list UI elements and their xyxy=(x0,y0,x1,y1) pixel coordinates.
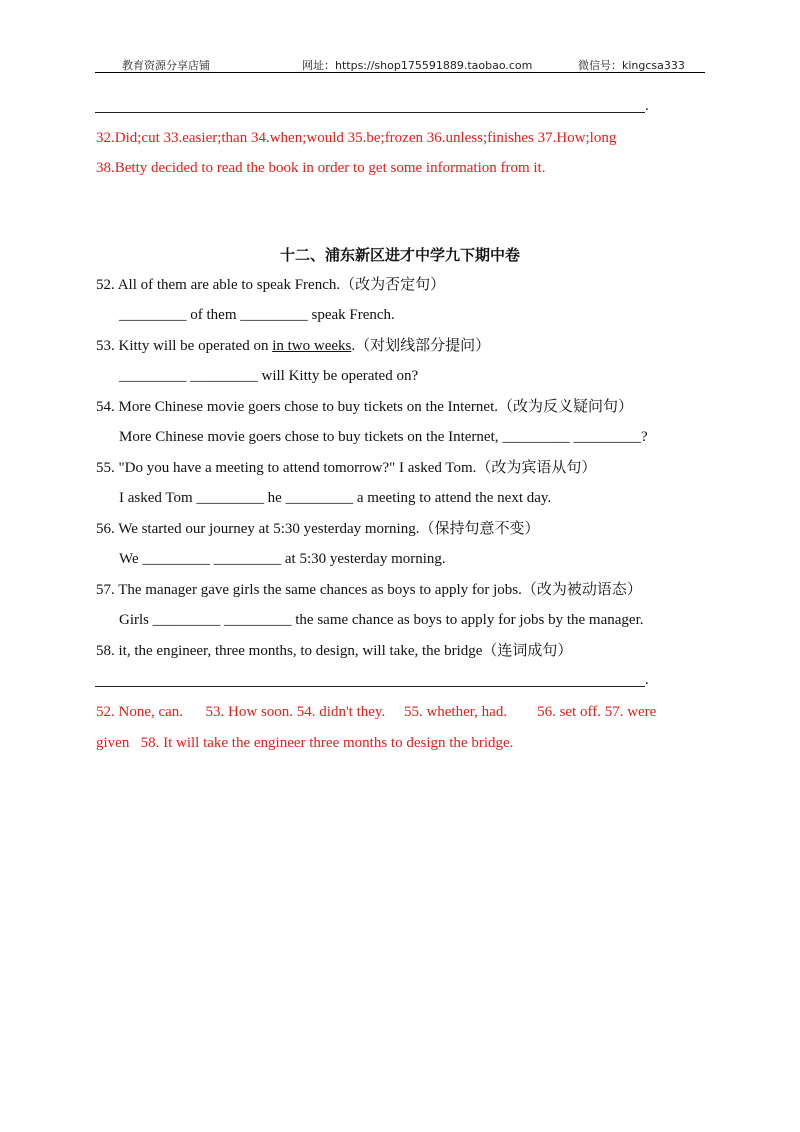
question-56 xyxy=(96,520,539,538)
question-text: More Chinese movie goers chose to buy tickets on the Internet.（改为反义疑问句） xyxy=(118,399,633,415)
question-number: 55. xyxy=(96,460,115,476)
answer-blank-58 xyxy=(95,686,645,687)
underlined-phrase: in two weeks xyxy=(272,338,352,354)
question-text-tail: .（对划线部分提问） xyxy=(351,338,491,354)
header-wechat: 微信号：kingcsa333 xyxy=(578,59,685,72)
question-57 xyxy=(96,581,642,599)
question-number: 58. xyxy=(96,643,115,659)
prev-answers-line-2: 38.Betty decided to read the book in order to get some information from it. xyxy=(96,160,546,176)
prev-answer-blank xyxy=(95,112,645,113)
answers-line-2: given 58. It will take the engineer three months to design the bridge. xyxy=(96,735,514,751)
question-52 xyxy=(96,276,445,294)
answer-line-52: _________ of them _________ speak French. xyxy=(119,307,395,323)
question-text: We started our journey at 5:30 yesterday morning.（保持句意不变） xyxy=(118,521,540,537)
prev-answers-line-1: 32.Did;cut 33.easier;than 34.when;would 35.be;frozen 36.unless;finishes 37.How;long xyxy=(96,130,617,146)
question-number: 52. xyxy=(96,277,115,293)
question-number: 57. xyxy=(96,582,115,598)
answer-line-53: _________ _________ will Kitty be operated on? xyxy=(119,368,419,384)
answer-line-56: We _________ _________ at 5:30 yesterday morning. xyxy=(119,551,446,567)
header-divider xyxy=(95,72,705,73)
question-text: The manager gave girls the same chances as boys to apply for jobs.（改为被动语态） xyxy=(118,582,642,598)
question-number: 56. xyxy=(96,521,115,537)
answers-line-1: 52. None, can. 53. How soon. 54. didn't they. 55. whether, had. 56. set off. 57. were xyxy=(96,704,657,720)
answer-line-55: I asked Tom _________ he _________ a meeting to attend the next day. xyxy=(119,490,552,506)
header-store-name: 教育资源分享店铺 xyxy=(122,59,210,72)
answer-line-54: More Chinese movie goers chose to buy tickets on the Internet, _________ _________? xyxy=(119,429,648,445)
question-number: 54. xyxy=(96,399,115,415)
question-text: "Do you have a meeting to attend tomorrow?" I asked Tom.（改为宾语从句） xyxy=(118,460,597,476)
period-mark: . xyxy=(645,98,649,114)
question-number: 53. xyxy=(96,338,115,354)
question-text: it, the engineer, three months, to design, will take, the bridge（连词成句） xyxy=(118,643,573,659)
answer-line-57: Girls _________ _________ the same chance as boys to apply for jobs by the manager. xyxy=(119,612,644,628)
question-53 xyxy=(96,337,490,355)
question-54 xyxy=(96,398,633,416)
section-title: 十二、浦东新区进才中学九下期中卷 xyxy=(279,246,520,264)
question-58 xyxy=(96,642,572,660)
question-text: All of them are able to speak French.（改为否定句） xyxy=(117,277,446,293)
question-55 xyxy=(96,459,596,477)
question-text: Kitty will be operated on xyxy=(118,338,273,354)
period-mark: . xyxy=(645,672,649,688)
header-website: 网址：https://shop175591889.taobao.com xyxy=(302,59,533,72)
